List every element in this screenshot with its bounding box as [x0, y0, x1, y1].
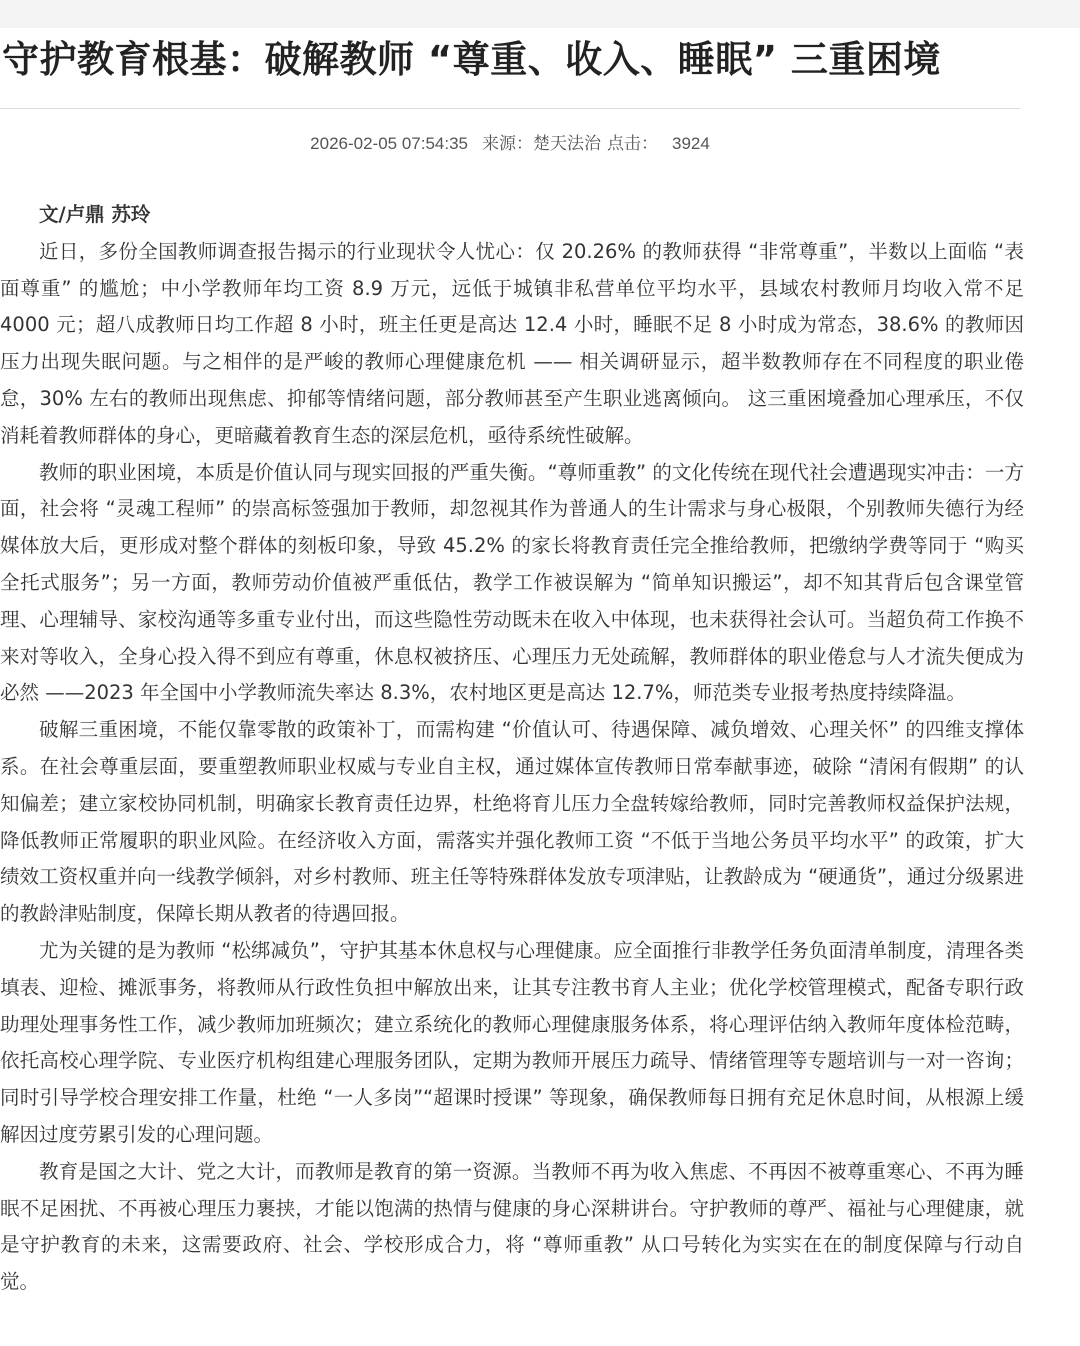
browser-top-bar — [0, 0, 1080, 28]
article-meta — [0, 130, 1020, 158]
article-source: 来源：楚天法治 — [482, 134, 602, 153]
clicks-label: 点击： — [607, 134, 659, 153]
article-paragraph-4: 尤为关键的是为教师 “松绑减负”，守护其基本休息权与心理健康。应全面推行非教学任务负面清单制度，清理各类填表、迎检、摊派事务，将教师从行政性负担中解放出来，让其专注教书育人主业；优化学校管理模式，配备专职行政助理处理事务性工作，减少教师加班频次；建立系统化的教师心理健康服务体系，将心理评估纳入教师年度体检范畴，依托高校心理学院、专业医疗机构组建心理服务团队，定期为教师开展压力疏导、情绪管理等专题培训与一对一咨询；同时引导学校合理安排工作量，杜绝 “一人多岗”“超课时授课” 等现象，确保教师每日拥有充足休息时间，从根源上缓解因过度劳累引发的心理问题。 — [0, 938, 1024, 1146]
article-paragraph-1: 近日，多份全国教师调查报告揭示的行业现状令人忧心：仅 20.26% 的教师获得 “非常尊重”，半数以上面临 “表面尊重” 的尴尬；中小学教师年均工资 8.9 万元，远低于城镇非私营单位平均水平，县域农村教师月均收入常不足 4000 元；超八成教师日均工作超 8 小时，班主任更是高达 12.4 小时，睡眠不足 8 小时成为常态，38.6% 的教师因压力出现失眠问题。与之相伴的是严峻的教师心理健康危机 —— 相关调研显示，超半数教师存在不同程度的职业倦怠，30% 左右的教师出现焦虑、抑郁等情绪问题，部分教师甚至产生职业逃离倾向。 这三重困境叠加心理承压，不仅消耗着教师群体的身心，更暗藏着教育生态的深层危机，亟待系统性破解。 — [0, 239, 1024, 447]
article-paragraph-2: 教师的职业困境，本质是价值认同与现实回报的严重失衡。“尊师重教” 的文化传统在现代社会遭遇现实冲击：一方面，社会将 “灵魂工程师” 的崇高标签强加于教师，却忽视其作为普通人的生计需求与身心极限，个别教师失德行为经媒体放大后，更形成对整个群体的刻板印象，导致 45.2% 的家长将教育责任完全推给教师，把缴纳学费等同于 “购买全托式服务”；另一方面，教师劳动价值被严重低估，教学工作被误解为 “简单知识搬运”，却不知其背后包含课堂管理、心理辅导、家校沟通等多重专业付出，而这些隐性劳动既未在收入中体现，也未获得社会认可。当超负荷工作换不来对等收入，全身心投入得不到应有尊重，休息权被挤压、心理压力无处疏解，教师群体的职业倦怠与人才流失便成为必然 ——2023 年全国中小学教师流失率达 8.3%，农村地区更是高达 12.7%，师范类专业报考热度持续降温。 — [0, 460, 1024, 705]
article-body — [0, 197, 1024, 1301]
article-title: 守护教育根基：破解教师 “尊重、收入、睡眠” 三重困境 — [2, 38, 941, 81]
publish-datetime: 2026-02-05 07:54:35 — [310, 134, 469, 153]
article-paragraph-5: 教育是国之大计、党之大计，而教师是教育的第一资源。当教师不再为收入焦虑、不再因不被尊重寒心、不再为睡眠不足困扰、不再被心理压力裹挟，才能以饱满的热情与健康的身心深耕讲台。守护教师的尊严、福祉与心理健康，就是守护教育的未来，这需要政府、社会、学校形成合力，将 “尊师重教” 从口号转化为实实在在的制度保障与行动自觉。 — [0, 1159, 1024, 1294]
title-divider — [0, 108, 1020, 109]
clicks-count: 3924 — [672, 134, 710, 153]
article-paragraph-3: 破解三重困境，不能仅靠零散的政策补丁，而需构建 “价值认可、待遇保障、减负增效、心理关怀” 的四维支撑体系。在社会尊重层面，要重塑教师职业权威与专业自主权，通过媒体宣传教师日常奉献事迹，破除 “清闲有假期” 的认知偏差；建立家校协同机制，明确家长教育责任边界，杜绝将育儿压力全盘转嫁给教师，同时完善教师权益保护法规，降低教师正常履职的职业风险。在经济收入方面，需落实并强化教师工资 “不低于当地公务员平均水平” 的政策，扩大绩效工资权重并向一线教学倾斜，对乡村教师、班主任等特殊群体发放专项津贴，让教龄成为 “硬通货”，通过分级累进的教龄津贴制度，保障长期从教者的待遇回报。 — [0, 718, 1024, 926]
article-byline: 文/卢鼎 苏玲 — [39, 203, 151, 226]
